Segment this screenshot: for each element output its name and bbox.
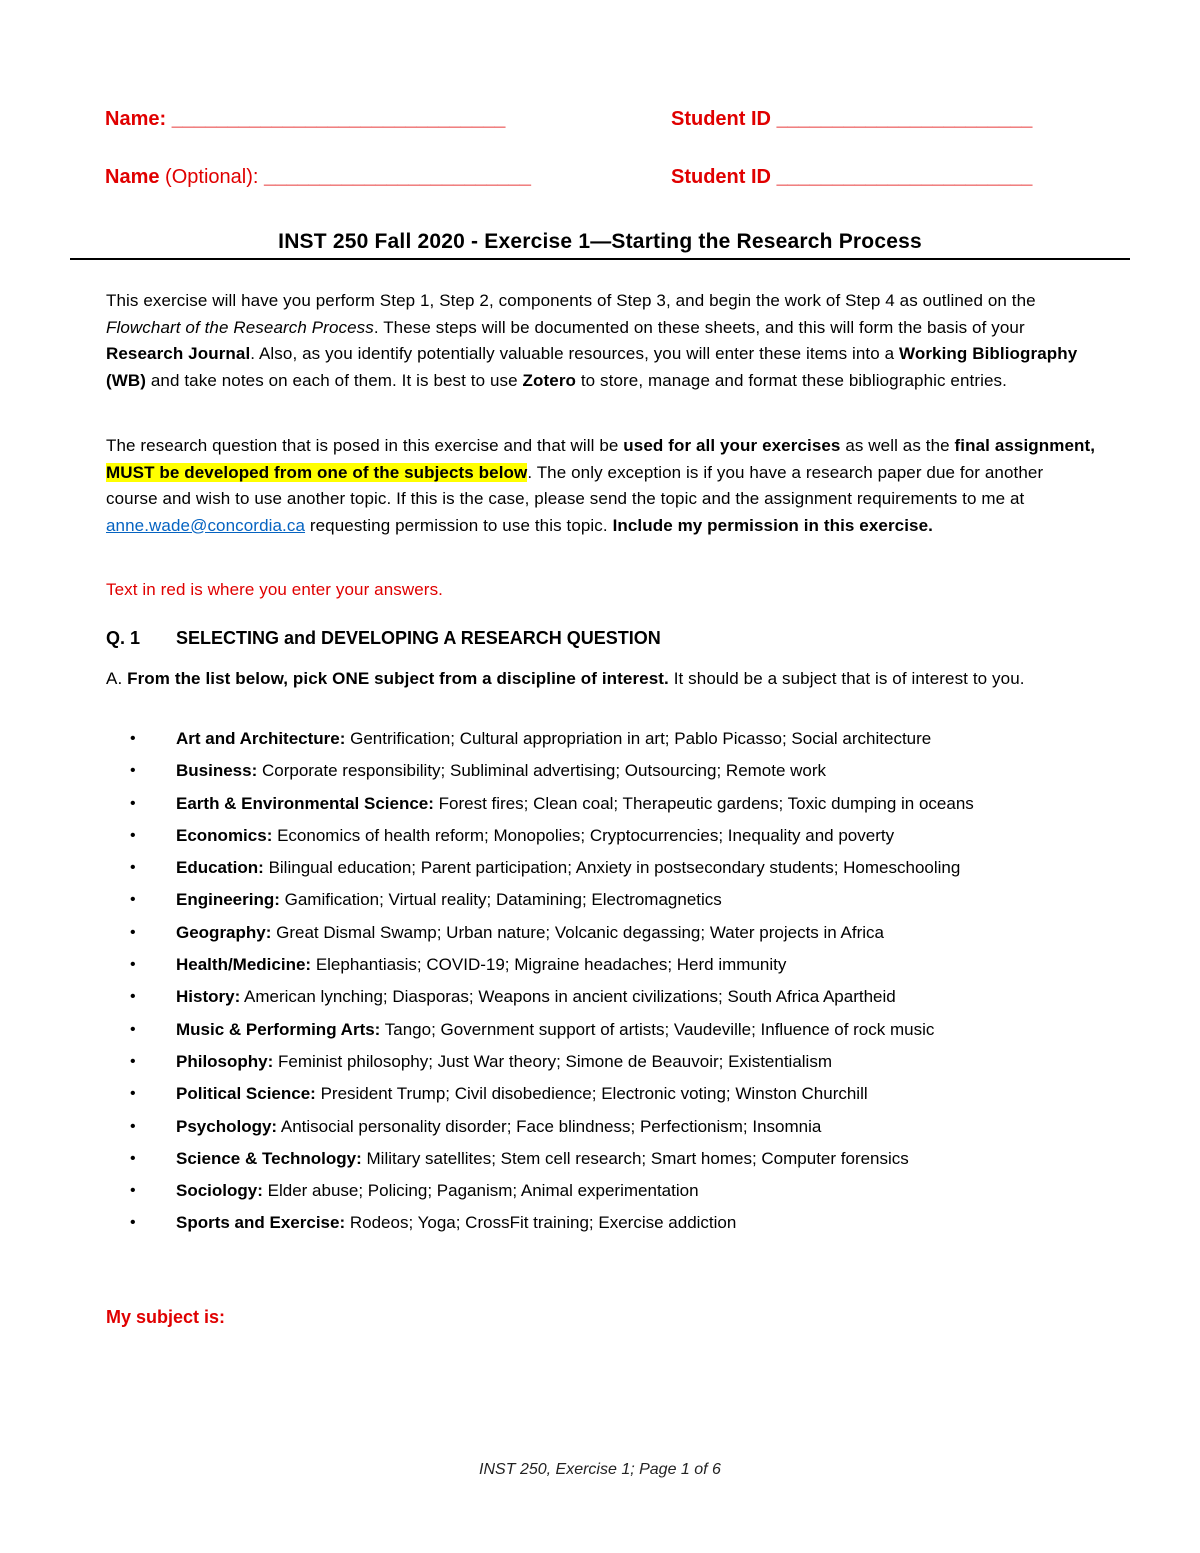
subject-topics: Rodeos; Yoga; CrossFit training; Exercise addiction: [345, 1213, 737, 1233]
subject-category: Psychology:: [176, 1116, 278, 1136]
paragraph-text: as well as the: [840, 436, 955, 455]
subject-topics: Antisocial personality disorder; Face blindness; Perfectionism; Insomnia: [277, 1116, 822, 1136]
list-item: [130, 1112, 974, 1144]
subject-category: Political Science:: [176, 1084, 316, 1104]
part-letter: A.: [106, 669, 123, 688]
list-item: [130, 950, 974, 982]
intro-text: to store, manage and format these bibliographic entries.: [576, 370, 1007, 390]
bullet-icon: •: [130, 1149, 136, 1167]
bullet-icon: •: [130, 988, 136, 1006]
subject-category: Business:: [176, 761, 258, 781]
bullet-icon: •: [130, 1117, 136, 1135]
student-id-label: Student ID: [671, 166, 771, 188]
email-link[interactable]: anne.wade@concordia.ca: [106, 515, 306, 535]
paragraph-text: . The only exception is if you have a research paper due for another course and wish to use another topic. If this is the case, please send the topic and the assignment requirements to me at: [106, 462, 1044, 508]
list-item: [130, 1015, 974, 1047]
part-a-instruction: [106, 666, 1096, 693]
part-a-text: It should be a subject that is of interest to you.: [668, 669, 1025, 688]
subject-category: Geography:: [176, 922, 272, 942]
student-id-blank[interactable]: _______________________: [776, 108, 1033, 130]
subject-topics: Corporate responsibility; Subliminal advertising; Outsourcing; Remote work: [257, 761, 827, 781]
paragraph-text: requesting permission to use this topic.: [305, 515, 613, 535]
student-id-label: Student ID: [671, 108, 771, 130]
list-item: [130, 1176, 974, 1208]
subject-topics: Great Dismal Swamp; Urban nature; Volcanic degassing; Water projects in Africa: [271, 922, 884, 942]
paragraph-text: The research question that is posed in this exercise and that will be: [106, 436, 624, 455]
emphasis-text: final assignment,: [954, 436, 1096, 455]
subject-topics: Economics of health reform; Monopolies; Cryptocurrencies; Inequality and poverty: [272, 825, 895, 845]
bullet-icon: •: [130, 1182, 136, 1200]
optional-label: (Optional):: [165, 166, 259, 188]
name-blank[interactable]: ______________________________: [171, 108, 506, 130]
name-label: Name:: [105, 108, 167, 130]
intro-text: . These steps will be documented on these sheets, and this will form the basis of your: [373, 317, 1025, 337]
intro-text: . Also, as you identify potentially valuable resources, you will enter these items into a: [250, 344, 900, 363]
student-id-blank[interactable]: _______________________: [776, 166, 1033, 188]
intro-text: This exercise will have you perform Step 1, Step 2, components of Step 3, and begin the work of Step 4 as outlined on the: [106, 291, 1036, 310]
subject-topics: Gentrification; Cultural appropriation in art; Pablo Picasso; Social architecture: [345, 729, 932, 748]
list-item: [130, 724, 974, 756]
title-divider: [70, 258, 1130, 260]
list-item: [130, 756, 974, 788]
paragraph-text: .: [928, 515, 933, 535]
document-title: INST 250 Fall 2020 - Exercise 1—Starting the Research Process: [278, 230, 922, 253]
bullet-icon: •: [130, 1020, 136, 1038]
bullet-icon: •: [130, 1085, 136, 1103]
subject-topics: Elephantiasis; COVID-19; Migraine headaches; Herd immunity: [311, 955, 787, 975]
subject-topics: Elder abuse; Policing; Paganism; Animal experimentation: [262, 1181, 699, 1201]
emphasis-text: Include my permission in this exercise: [612, 515, 929, 535]
list-item: [130, 1079, 974, 1111]
list-item: [130, 853, 974, 885]
bullet-icon: •: [130, 1214, 136, 1232]
bullet-icon: •: [130, 859, 136, 877]
subject-category: Sociology:: [176, 1181, 263, 1201]
zotero-term: Zotero: [522, 370, 577, 390]
emphasis-text: used for all your exercises: [623, 436, 841, 455]
research-journal-term: Research Journal: [106, 344, 251, 363]
list-item: [130, 1144, 974, 1176]
bullet-icon: •: [130, 891, 136, 909]
my-subject-label[interactable]: My subject is:: [106, 1307, 226, 1327]
bullet-icon: •: [130, 826, 136, 844]
subject-category: Education:: [176, 858, 264, 878]
subject-category: Music & Performing Arts:: [176, 1019, 381, 1039]
subject-category: Earth & Environmental Science:: [176, 793, 434, 813]
bullet-icon: •: [130, 923, 136, 941]
answer-instruction-note: Text in red is where you enter your answers.: [106, 580, 443, 599]
bullet-icon: •: [130, 956, 136, 974]
subject-topics: Gamification; Virtual reality; Datamining; Electromagnetics: [279, 890, 722, 910]
list-item: [130, 982, 974, 1014]
flowchart-title: Flowchart of the Research Process: [106, 317, 374, 337]
list-item: [130, 1208, 974, 1240]
subject-topics: Forest fires; Clean coal; Therapeutic gardens; Toxic dumping in oceans: [433, 793, 974, 813]
subject-category: Engineering:: [176, 890, 280, 910]
bullet-icon: •: [130, 730, 136, 747]
list-item: [130, 885, 974, 917]
name-field-2[interactable]: [105, 166, 531, 189]
student-id-field-2[interactable]: [671, 166, 1032, 189]
name-field-1[interactable]: [105, 108, 505, 131]
subject-category: Science & Technology:: [176, 1148, 362, 1168]
bullet-icon: •: [130, 762, 136, 780]
list-item: [130, 821, 974, 853]
list-item: [130, 789, 974, 821]
question-number: Q. 1: [106, 628, 141, 648]
subject-topics: Feminist philosophy; Just War theory; Simone de Beauvoir; Existentialism: [273, 1051, 832, 1071]
subject-category: History:: [176, 987, 241, 1007]
subject-topics: Military satellites; Stem cell research; Smart homes; Computer forensics: [361, 1148, 909, 1168]
intro-paragraph: [106, 288, 1096, 394]
list-item: [130, 918, 974, 950]
subject-category: Sports and Exercise:: [176, 1213, 346, 1233]
highlighted-requirement: MUST be developed from one of the subjects below: [106, 462, 528, 482]
bullet-icon: •: [130, 794, 136, 812]
working-bibliography-term: Working Bibliography (WB): [106, 344, 1078, 390]
subject-category: Health/Medicine:: [176, 955, 312, 975]
name-label: Name: [105, 166, 160, 188]
name-blank[interactable]: ________________________: [263, 166, 531, 188]
subject-category: Philosophy:: [176, 1051, 274, 1071]
subject-category: Art and Architecture:: [176, 729, 346, 748]
subject-topics: Tango; Government support of artists; Vaudeville; Influence of rock music: [380, 1019, 935, 1039]
subject-list: [130, 724, 974, 1241]
subject-category: Economics:: [176, 825, 273, 845]
subject-topics: Bilingual education; Parent participation; Anxiety in postsecondary students; Homeschooling: [263, 858, 961, 878]
intro-text: and take notes on each of them. It is best to use: [146, 370, 523, 390]
subject-topics: President Trump; Civil disobedience; Electronic voting; Winston Churchill: [315, 1084, 868, 1104]
student-id-field-1[interactable]: [671, 108, 1032, 131]
research-question-paragraph: [106, 433, 1096, 539]
page-footer: INST 250, Exercise 1; Page 1 of 6: [479, 1461, 721, 1478]
question-title: SELECTING and DEVELOPING A RESEARCH QUESTION: [176, 628, 661, 648]
subject-topics: American lynching; Diasporas; Weapons in ancient civilizations; South Africa Apartheid: [240, 987, 896, 1007]
list-item: [130, 1047, 974, 1079]
part-a-bold: From the list below, pick ONE subject from a discipline of interest.: [127, 669, 669, 688]
bullet-icon: •: [130, 1052, 136, 1070]
